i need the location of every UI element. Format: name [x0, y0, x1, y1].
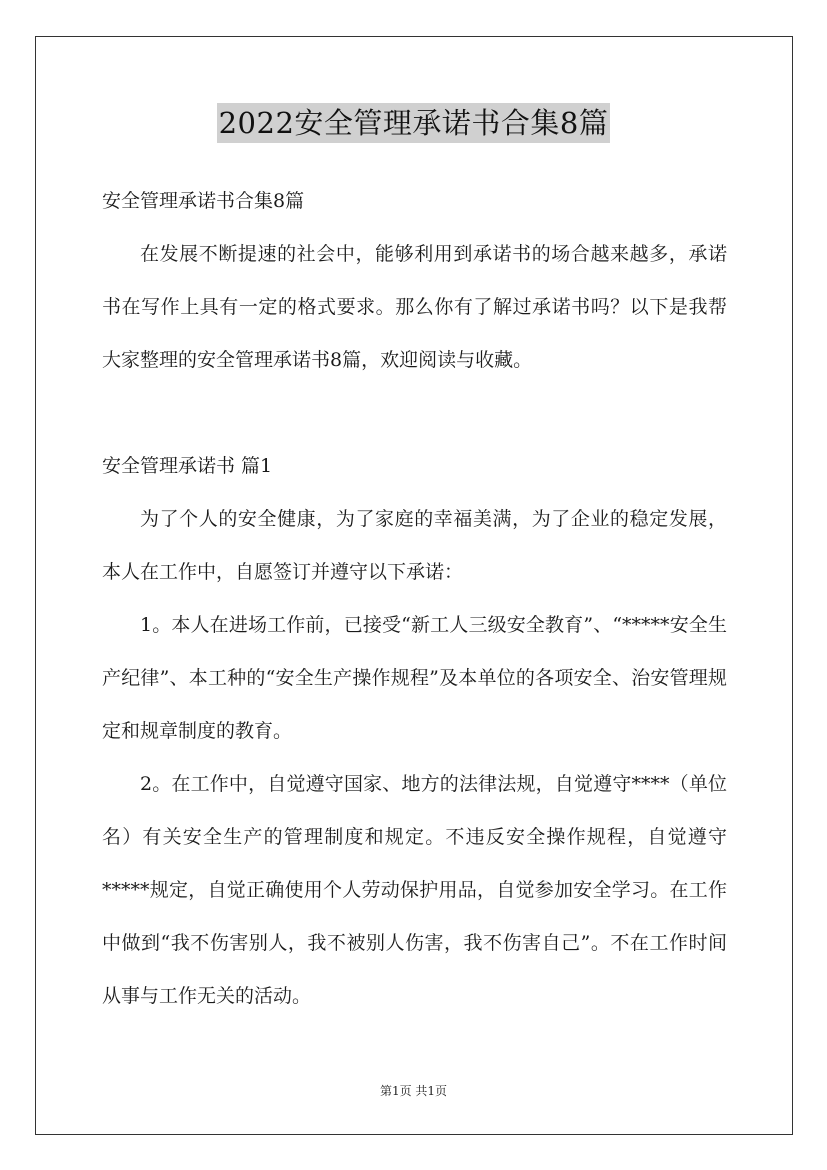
section-heading: 安全管理承诺书 篇1: [102, 455, 273, 477]
intro-paragraph: 在发展不断提速的社会中，能够利用到承诺书的场合越来越多，承诺书在写作上具有一定的格式要求。那么你有了解过承诺书吗？以下是我帮大家整理的安全管理承诺书8篇，欢迎阅读与收藏。: [102, 243, 727, 371]
subtitle: 安全管理承诺书合集8篇: [102, 190, 305, 212]
body-paragraph: 为了个人的安全健康，为了家庭的幸福美满，为了企业的稳定发展，本人在工作中，自愿签订并遵守以下承诺：: [102, 508, 727, 583]
section-spacer: [102, 387, 727, 440]
body-paragraph: 1。本人在进场工作前，已接受“新工人三级安全教育”、“*****安全生产纪律”、本工种的“安全生产操作规程”及本单位的各项安全、治安管理规定和规章制度的教育。: [102, 614, 727, 742]
title-container: [0, 103, 827, 143]
document-title: 2022安全管理承诺书合集8篇: [217, 103, 611, 143]
document-body: [102, 175, 727, 1023]
body-paragraph: 2。在工作中，自觉遵守国家、地方的法律法规，自觉遵守****（单位名）有关安全生产的管理制度和规定。不违反安全操作规程，自觉遵守*****规定，自觉正确使用个人劳动保护用品，自觉参加安全学习。在工作中做到“我不伤害别人，我不被别人伤害，我不伤害自己”。不在工作时间从事与工作无关的活动。: [102, 773, 727, 1007]
page-footer: 第1页 共1页: [379, 1084, 448, 1098]
